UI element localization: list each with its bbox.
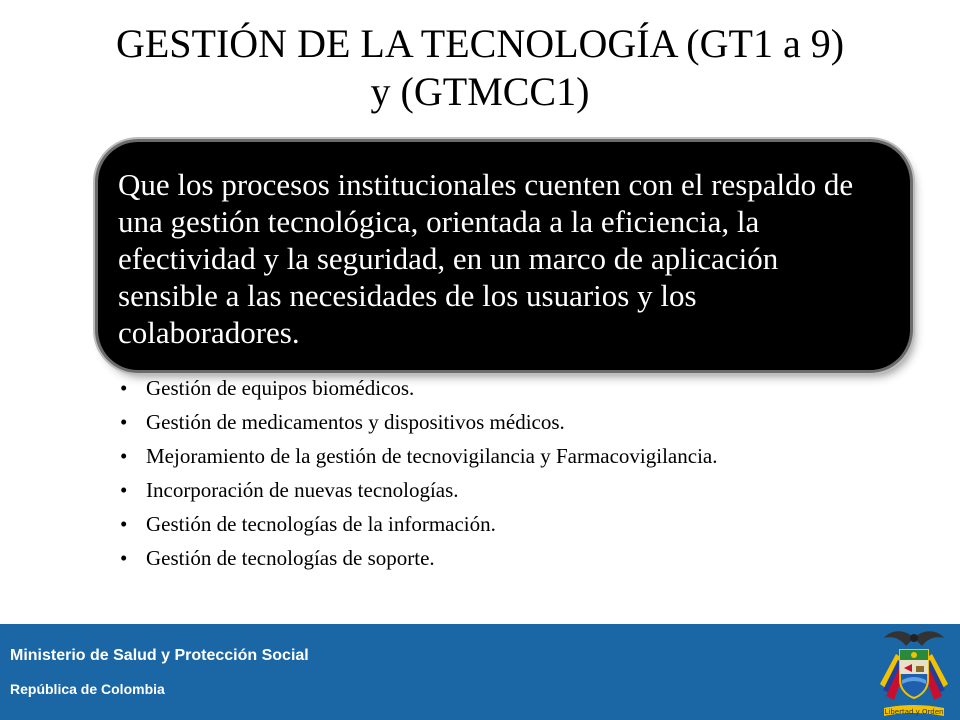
colombia-coat-of-arms-icon: [874, 624, 954, 720]
objective-callout-text: Que los procesos institucionales cuenten con el respaldo de una gestión tecnológica, orientada a la eficiencia, la efectividad y la seguridad, en un marco de aplicación sensible a las necesidades de los usuarios y los colaboradores.: [118, 167, 854, 350]
slide-title-line1: GESTIÓN DE LA TECNOLOGÍA (GT1 a 9): [115, 21, 845, 66]
svg-text:Libertad y Orden: Libertad y Orden: [884, 708, 944, 716]
bullet-item-text: Mejoramiento de la gestión de tecnovigilancia y Farmacovigilancia.: [146, 444, 718, 468]
bullet-mark: •: [120, 512, 128, 536]
country-name: República de Colombia: [10, 681, 165, 697]
bullet-item: [116, 546, 916, 570]
bullet-item: [116, 478, 916, 502]
bullet-item-text: Gestión de tecnologías de la información.: [146, 512, 496, 536]
bullet-mark: •: [120, 444, 128, 468]
footer-bar: [0, 624, 960, 720]
bullet-mark: •: [120, 478, 128, 502]
bullet-item-text: Incorporación de nuevas tecnologías.: [146, 478, 459, 502]
bullet-item: [116, 512, 916, 536]
bullet-item: [116, 376, 916, 400]
objective-callout-box: [98, 142, 910, 370]
bullet-item-text: Gestión de medicamentos y dispositivos médicos.: [146, 410, 565, 434]
bullet-mark: •: [120, 376, 128, 400]
slide-title: [40, 20, 920, 116]
slide-title-line2: y (GTMCC1): [370, 69, 590, 114]
bullet-mark: •: [120, 546, 128, 570]
ministry-name: Ministerio de Salud y Protección Social: [10, 647, 309, 664]
bullet-item: [116, 444, 916, 468]
bullet-mark: •: [120, 410, 128, 434]
bullet-item-text: Gestión de tecnologías de soporte.: [146, 546, 435, 570]
bullet-list: [116, 376, 916, 580]
bullet-item: [116, 410, 916, 434]
bullet-item-text: Gestión de equipos biomédicos.: [146, 376, 415, 400]
